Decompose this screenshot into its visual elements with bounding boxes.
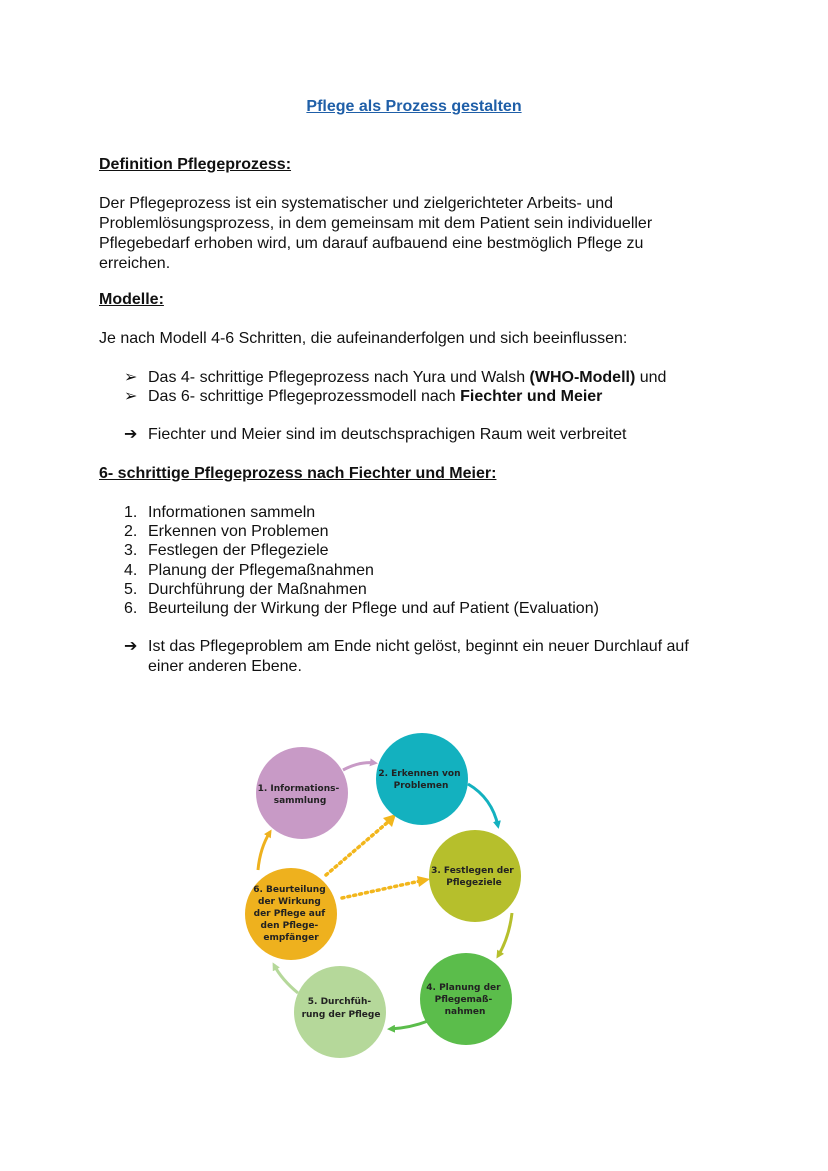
list-number: 2. bbox=[124, 523, 138, 541]
cycle-step-1 bbox=[256, 747, 348, 839]
bullet-text: Das 4- schrittige Pflegeprozess nach Yura und Walsh bbox=[148, 369, 530, 386]
list-number: 5. bbox=[124, 580, 138, 598]
bullet-bold-text: Fiechter und Meier bbox=[460, 388, 603, 405]
cycle-step-5 bbox=[294, 966, 386, 1058]
bullet-text: Das 6- schrittige Pflegeprozessmodell nach bbox=[148, 388, 461, 405]
models-intro: Je nach Modell 4-6 Schritten, die aufeinanderfolgen und sich beeinflussen: bbox=[99, 330, 628, 347]
models-heading: Modelle: bbox=[99, 291, 164, 308]
right-arrow-icon: ➔ bbox=[124, 638, 138, 655]
six-step-heading: 6- schrittige Pflegeprozess nach Fiechter und Meier: bbox=[99, 465, 497, 482]
list-text: Beurteilung der Wirkung der Pflege und auf Patient (Evaluation) bbox=[148, 600, 599, 618]
arrow-2-to-3 bbox=[468, 784, 498, 826]
arrow-6-to-1 bbox=[258, 832, 270, 870]
cycle-label: 4. Planung der Pflegemaß- nahmen bbox=[426, 983, 501, 1017]
arrow-4-to-5 bbox=[390, 1021, 428, 1029]
bullet-arrow-icon: ➢ bbox=[124, 388, 138, 405]
list-number: 4. bbox=[124, 561, 138, 579]
arrow-5-to-6 bbox=[274, 965, 298, 993]
definition-line: Problemlösungsprozess, in dem gemeinsam mit dem Patient sein individueller bbox=[99, 215, 653, 232]
bullet-arrow-icon: ➢ bbox=[124, 369, 138, 386]
note-line: Ist das Pflegeproblem am Ende nicht gelöst, beginnt ein neuer Durchlauf auf bbox=[148, 638, 689, 655]
cycle-label: 2. Erkennen von Problemen bbox=[378, 769, 461, 791]
list-number: 3. bbox=[124, 542, 138, 560]
list-text: Durchführung der Maßnahmen bbox=[148, 580, 367, 598]
right-arrow-icon: ➔ bbox=[124, 426, 138, 443]
list-text: Erkennen von Problemen bbox=[148, 523, 329, 541]
cycle-label: 3. Festlegen der Pflegeziele bbox=[431, 866, 514, 888]
note-line: einer anderen Ebene. bbox=[148, 658, 302, 675]
list-number: 6. bbox=[124, 600, 138, 618]
bullet-bold-text: (WHO-Modell) bbox=[529, 369, 636, 386]
list-text: Informationen sammeln bbox=[148, 504, 316, 521]
definition-line: Der Pflegeprozess ist ein systematischer und zielgerichteter Arbeits- und bbox=[99, 195, 614, 212]
cycle-step-2 bbox=[376, 733, 468, 825]
cycle-circle bbox=[376, 733, 468, 825]
dotted-arrowhead-icon bbox=[417, 876, 430, 887]
cycle-label: 6. Beurteilung der Wirkung der Pflege auf den Pflege- empfänger bbox=[253, 885, 326, 943]
cycle-step-3 bbox=[429, 830, 521, 922]
bullet-after-text: und bbox=[635, 369, 667, 386]
cycle-circle bbox=[429, 830, 521, 922]
conclusion-text: Fiechter und Meier sind im deutschsprachigen Raum weit verbreitet bbox=[148, 426, 627, 443]
page-title: Pflege als Prozess gestalten bbox=[306, 98, 522, 115]
definition-heading: Definition Pflegeprozess: bbox=[99, 156, 292, 173]
arrow-3-to-4 bbox=[498, 913, 512, 956]
cycle-label: 1. Informations- sammlung bbox=[257, 784, 340, 806]
dotted-arrow-6-to-3 bbox=[342, 881, 420, 898]
list-text: Festlegen der Pflegeziele bbox=[148, 542, 329, 560]
dotted-arrow-6-to-2 bbox=[326, 822, 388, 875]
definition-line: erreichen. bbox=[99, 255, 171, 272]
cycle-step-6 bbox=[245, 868, 337, 960]
list-text: Planung der Pflegemaßnahmen bbox=[148, 561, 374, 579]
arrow-1-to-2 bbox=[343, 763, 375, 770]
cycle-step-4 bbox=[420, 953, 512, 1045]
cycle-label: 5. Durchfüh- rung der Pflege bbox=[301, 997, 381, 1020]
list-number: 1. bbox=[124, 504, 138, 521]
definition-line: Pflegebedarf erhoben wird, um darauf aufbauend eine bestmöglich Pflege zu bbox=[99, 235, 644, 252]
